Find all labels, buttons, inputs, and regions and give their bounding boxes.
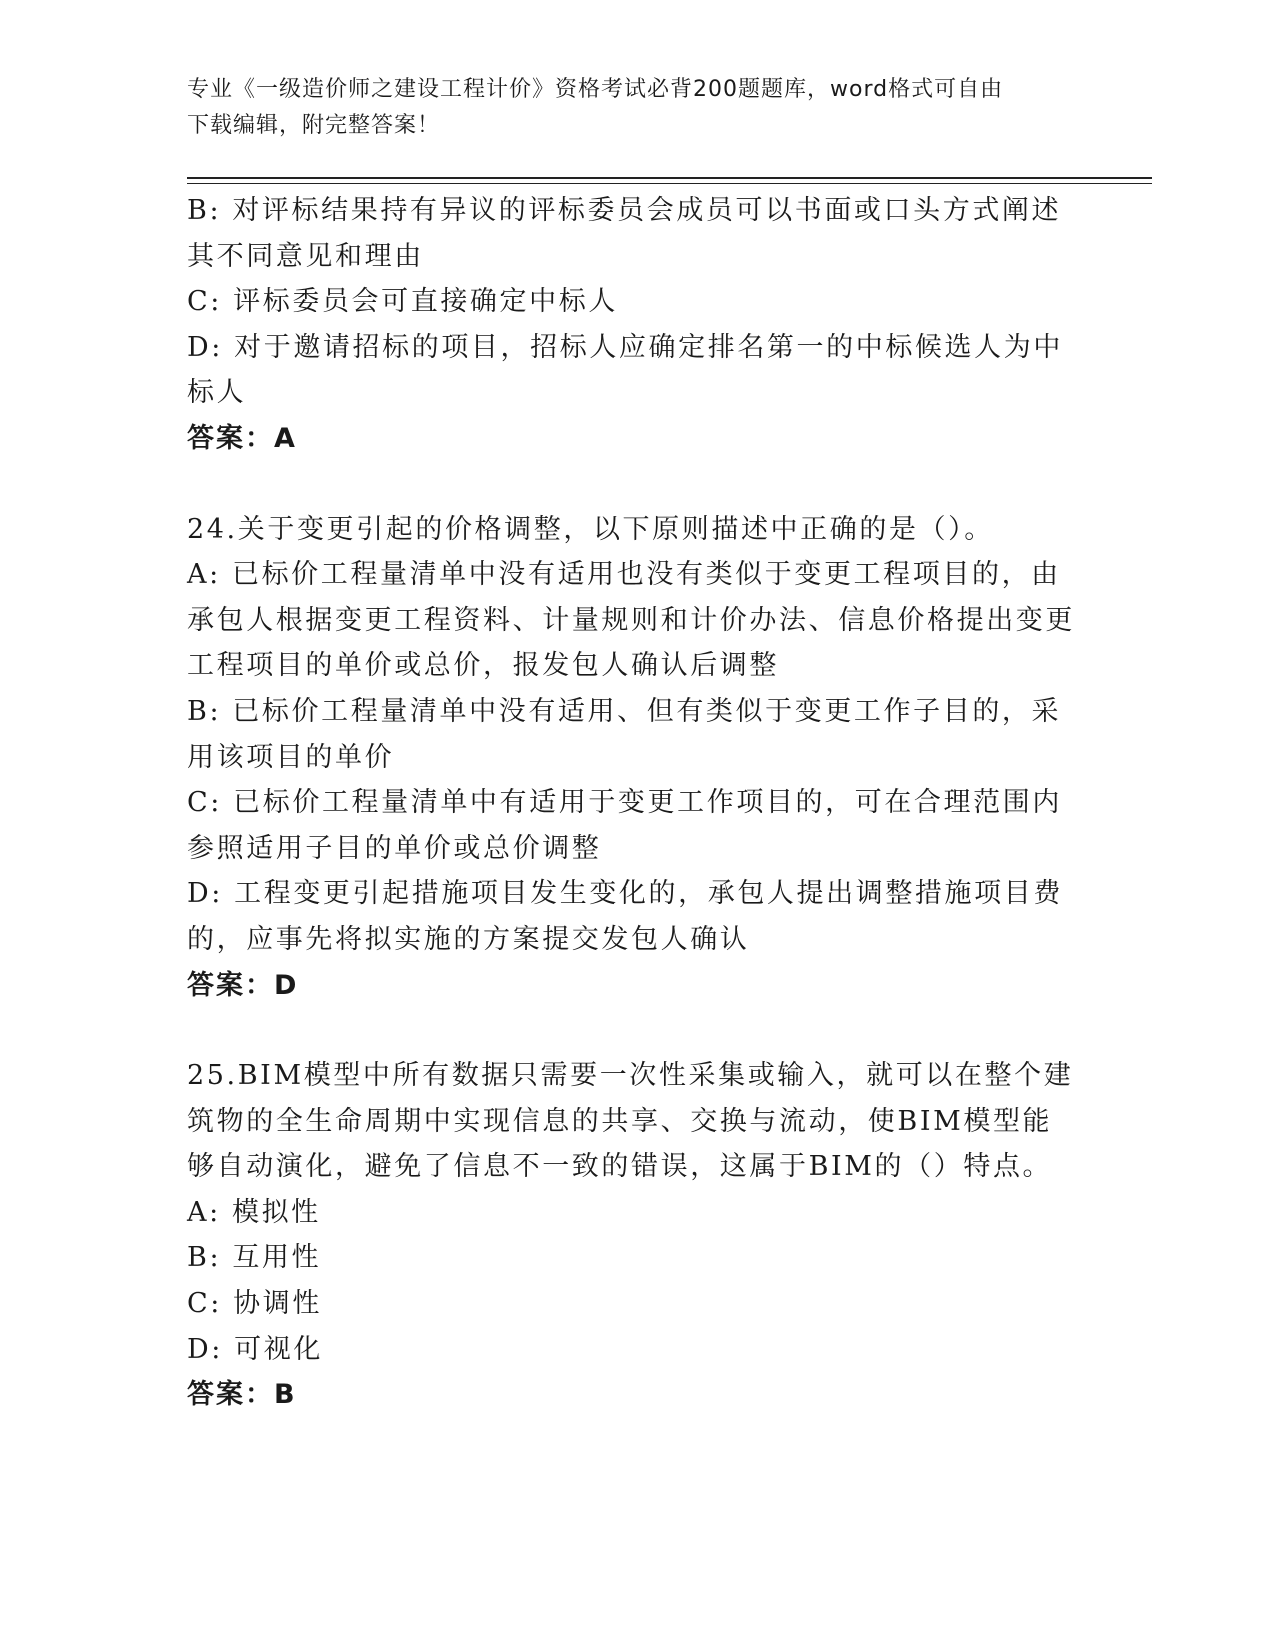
q24-option-a: A: 已标价工程量清单中没有适用也没有类似于变更工程项目的，由承包人根据变更工程资料、计量规则和计价办法、信息价格提出变更工程项目的单价或总价，报发包人确认后调整: [187, 559, 1075, 682]
q25-option-b: B: 互用性: [187, 1242, 322, 1274]
spacer: [187, 1008, 1077, 1053]
header-line-2: 下载编辑，附完整答案！: [187, 113, 441, 138]
q25-option-c: C: 协调性: [187, 1288, 322, 1320]
header-divider: [187, 177, 1152, 184]
q23-option-c: C: 评标委员会可直接确定中标人: [187, 286, 618, 318]
q25-option-d: D: 可视化: [187, 1333, 323, 1365]
q25-option-a: A: 模拟性: [187, 1196, 321, 1228]
question-content: [187, 188, 1077, 1418]
q23-option-b: B: 对评标结果持有异议的评标委员会成员可以书面或口头方式阐述其不同意见和理由: [187, 195, 1062, 272]
q23-answer: 答案：A: [187, 422, 297, 454]
header-line-1: 专业《一级造价师之建设工程计价》资格考试必背200题题库，word格式可自由: [187, 77, 1004, 102]
q24-option-b: B: 已标价工程量清单中没有适用、但有类似于变更工作子目的，采用该项目的单价: [187, 695, 1062, 773]
q24-answer: 答案：D: [187, 969, 299, 1001]
document-header: [187, 72, 1067, 144]
q24-option-c: C: 已标价工程量清单中有适用于变更工作项目的，可在合理范围内参照适用子目的单价或总价调整: [187, 787, 1062, 864]
q25-answer: 答案：B: [187, 1379, 297, 1411]
q24-question: 24.关于变更引起的价格调整，以下原则描述中正确的是（）。: [187, 513, 994, 545]
q24-option-d: D: 工程变更引起措施项目发生变化的，承包人提出调整措施项目费的，应事先将拟实施的方案提交发包人确认: [187, 878, 1063, 955]
q25-question: 25.BIM模型中所有数据只需要一次性采集或输入，就可以在整个建筑物的全生命周期中实现信息的共享、交换与流动，使BIM模型能够自动演化，避免了信息不一致的错误，这属于BIM的（）特点。: [187, 1060, 1074, 1183]
spacer: [187, 462, 1077, 507]
q23-option-d: D: 对于邀请招标的项目，招标人应确定排名第一的中标候选人为中标人: [187, 331, 1063, 409]
